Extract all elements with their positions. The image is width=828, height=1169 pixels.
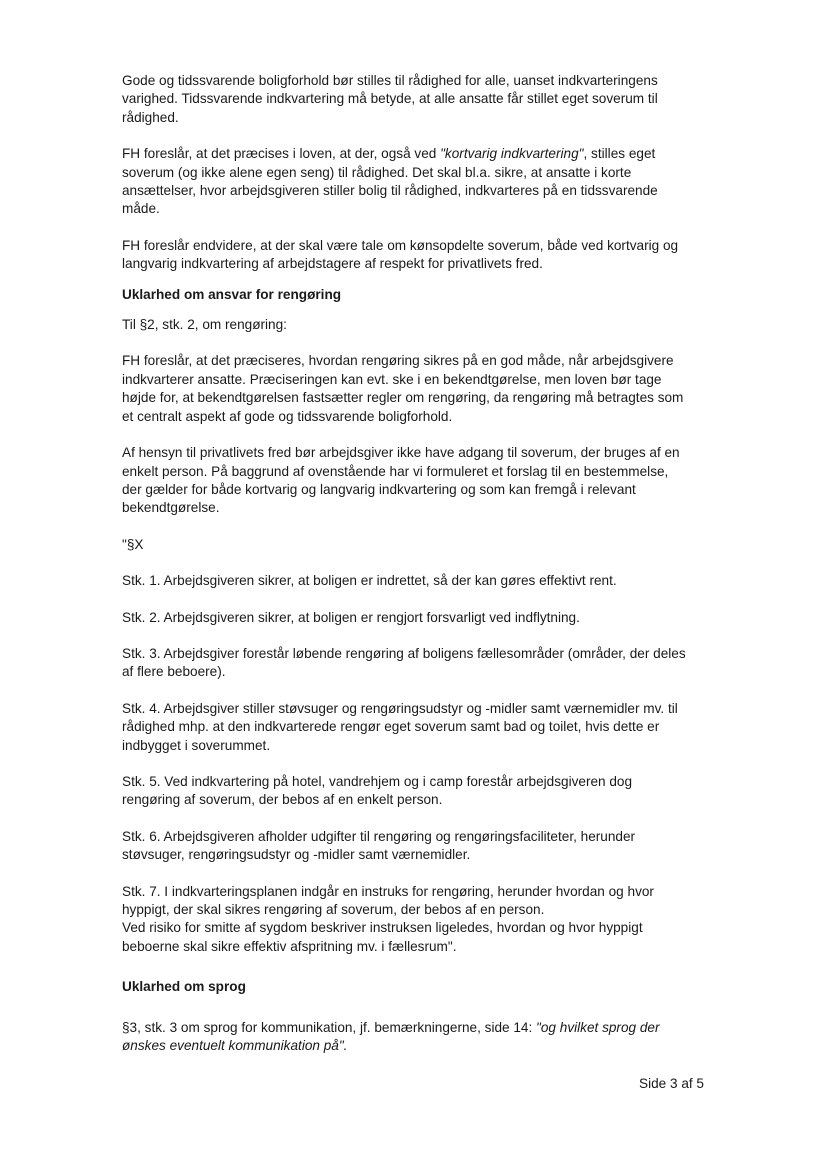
text-line: FH foreslår, at det præciseres, hvordan rengøring sikres på en god måde, når arbejdsgivere: [122, 353, 674, 369]
text-line: [122, 145, 707, 163]
text-line: indkvarterer ansatte. Præciseringen kan evt. ske i en bekendtgørelse, men loven bør tage: [122, 371, 662, 387]
clause-stk5: [122, 773, 707, 810]
text-line: rådighed mhp. at den indkvarterede rengør eget soverum samt bad og toilet, hvis dette er: [122, 719, 660, 735]
emphasis-text: ønskes eventuelt kommunikation på".: [122, 1038, 348, 1054]
text-line: måde.: [122, 201, 160, 217]
text-line: højde for, at bekendtgørelsen fastsætter regler om rengøring, da rengøring må betragtes som: [122, 390, 684, 406]
paragraph-housing-standards: [122, 72, 707, 127]
page-number: Side 3 af 5: [639, 1076, 704, 1091]
text-line: enkelt person. På baggrund af ovenstående har vi formuleret et forslag til en bestemmelse,: [122, 463, 669, 479]
text-line: Stk. 5. Ved indkvartering på hotel, vandrehjem og i camp forestår arbejdsgiveren dog: [122, 773, 633, 789]
text-line: beboerne skal sikre effektiv afspritning mv. i fællesrum".: [122, 938, 457, 954]
text-line: indbygget i soverummet.: [122, 737, 271, 753]
clause-stk1: [122, 572, 707, 590]
text-run: , stilles eget: [583, 146, 656, 162]
text-run: FH foreslår, at det præcises i loven, at der, også ved: [122, 146, 441, 162]
paragraph-language: [122, 1019, 707, 1056]
text-line: langvarig indkvartering af arbejdstagere af respekt for privatlivets fred.: [122, 256, 543, 272]
clause-stk6: [122, 828, 707, 865]
text-line: soverum (og ikke alene egen seng) til rådighed. Det skal bl.a. sikre, at ansatte i korte: [122, 164, 632, 180]
section-heading-language: Uklarhed om sprog: [122, 979, 246, 995]
document-body: [122, 72, 707, 1055]
text-line: Stk. 2. Arbejdsgiveren sikrer, at boligen er rengjort forsvarligt ved indflytning.: [122, 609, 580, 625]
text-line: varighed. Tidssvarende indkvartering må betyde, at alle ansatte får stillet eget soverum til: [122, 91, 658, 107]
text-line: FH foreslår endvidere, at der skal være tale om kønsopdelte soverum, både ved kortvarig og: [122, 237, 679, 253]
clause-stk2: [122, 609, 707, 627]
text-line: af flere beboere).: [122, 664, 226, 680]
text-line: Stk. 1. Arbejdsgiveren sikrer, at boligen er indrettet, så der kan gøres effektivt rent.: [122, 573, 617, 589]
emphasis-text: "kortvarig indkvartering": [440, 146, 584, 162]
text-line: Stk. 3. Arbejdsgiver forestår løbende rengøring af boligens fællesområder (områder, der deles: [122, 645, 686, 661]
text-line: støvsuger, rengøringsudstyr og -midler samt værnemidler.: [122, 847, 471, 863]
section-mark: "§X: [122, 536, 144, 552]
text-line: et centralt aspekt af gode og tidssvarende boligforhold.: [122, 408, 453, 424]
text-line: Ved risiko for smitte af sygdom beskriver instruksen ligeledes, hvordan og hvor hyppigt: [122, 920, 643, 936]
clause-stk4: [122, 700, 707, 755]
paragraph-privacy: [122, 444, 707, 518]
emphasis-text: "og hvilket sprog der: [536, 1019, 660, 1035]
text-line: ansættelser, hvor arbejdsgiveren stiller bolig til rådighed, indkvarteres på en tidssvarende: [122, 183, 658, 199]
text-line: [122, 1037, 707, 1055]
text-line: Stk. 4. Arbejdsgiver stiller støvsuger og rengøringsudstyr og -midler samt værnemidler mv. til: [122, 700, 678, 716]
clause-stk3: [122, 645, 707, 682]
text-line: rengøring af soverum, der bebos af en enkelt person.: [122, 792, 443, 808]
paragraph-cleaning-proposal: [122, 352, 707, 426]
text-line: Af hensyn til privatlivets fred bør arbejdsgiver ikke have adgang til soverum, der bruges af en: [122, 445, 680, 461]
paragraph-own-bedroom: [122, 145, 707, 219]
text-line: Stk. 6. Arbejdsgiveren afholder udgifter til rengøring og rengøringsfaciliteter, herunder: [122, 828, 636, 844]
section-heading-cleaning: Uklarhed om ansvar for rengøring: [122, 286, 342, 302]
text-line: der gælder for både kortvarig og langvarig indkvartering og som kan fremgå i relevant: [122, 481, 636, 497]
clause-stk7: [122, 883, 707, 957]
text-line: [122, 1019, 707, 1037]
text-run: §3, stk. 3 om sprog for kommunikation, jf. bemærkningerne, side 14:: [122, 1019, 537, 1035]
paragraph-gender-separated: [122, 237, 707, 274]
text-line: Gode og tidssvarende boligforhold bør stilles til rådighed for alle, uanset indkvarteringens: [122, 73, 658, 88]
text-line: Stk. 7. I indkvarteringsplanen indgår en instruks for rengøring, herunder hvordan og hvor: [122, 883, 654, 899]
text-line: rådighed.: [122, 109, 179, 125]
text-line: bekendtgørelse.: [122, 500, 220, 516]
text-line: hyppigt, der skal sikres rengøring af soverum, der bebos af en person.: [122, 902, 545, 917]
paragraph-cleaning-ref: Til §2, stk. 2, om rengøring:: [122, 317, 287, 333]
